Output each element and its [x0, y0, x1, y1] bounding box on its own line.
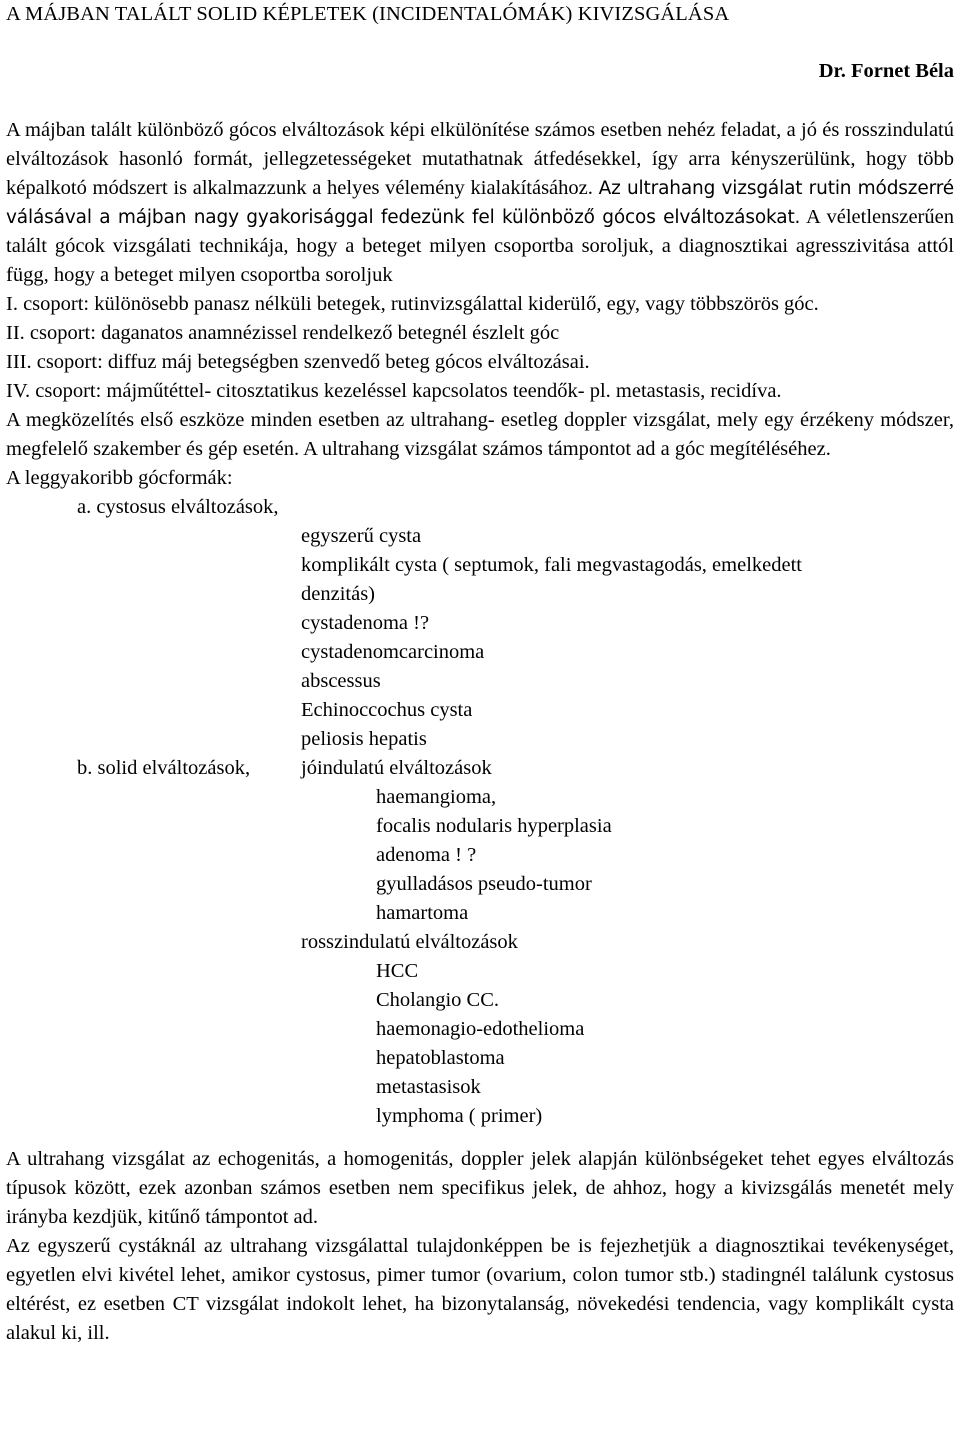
simple-cyst-paragraph: Az egyszerű cystáknál az ultrahang vizsgálattal tulajdonképpen be is fejezhetjük a diagnosztikai tevékenységet, egyetlen elvi kivétel lehet, amikor cystosus, pimer tumor (ovarium, colon tumor stb.) stadingnél találunk cystosus eltérést, ez esetben CT vizsgálat indokolt lehet, ha bizonytalanság, növekedési tendencia, vagy komplikált cysta alakul ki, ill. — [6, 1235, 954, 1344]
list-item: denzitás) — [301, 583, 375, 605]
list-item: peliosis hepatis — [301, 728, 427, 750]
author-name: Dr. Fornet Béla — [818, 60, 954, 82]
list-label-malignant: rosszindulatú elváltozások — [301, 931, 518, 953]
list-item: Echinoccochus cysta — [301, 699, 473, 721]
group-3: III. csoport: diffuz máj betegségben szenvedő beteg gócos elváltozásai. — [6, 351, 590, 373]
list-item: Cholangio CC. — [376, 989, 500, 1011]
list-item: hamartoma — [376, 902, 469, 924]
list-item: cystadenomcarcinoma — [301, 641, 485, 663]
list-item: gyulladásos pseudo-tumor — [376, 873, 592, 895]
list-item: haemonagio-edothelioma — [376, 1018, 585, 1040]
list-item: focalis nodularis hyperplasia — [376, 815, 612, 837]
group-2: II. csoport: daganatos anamnézissel rendelkező betegnél észlelt góc — [6, 322, 560, 344]
intro-continuation: A véletlenszerűen talált gócok vizsgálati technikája, hogy a beteget milyen csoportba soroljuk, a diagnosztikai agresszivitása attól függ, hogy a beteget milyen csoportba soroljuk — [6, 206, 954, 286]
list-label-benign: jóindulatú elváltozások — [301, 757, 492, 779]
list-item: cystadenoma !? — [301, 612, 430, 634]
list-item: HCC — [376, 960, 419, 982]
forms-heading: A leggyakoribb gócformák: — [6, 467, 233, 489]
list-item: komplikált cysta ( septumok, fali megvastagodás, emelkedett — [301, 554, 802, 576]
intro-text: A májban talált különböző gócos elváltozások képi elkülönítése számos esetben nehéz feladat, a jó és rosszindulatú elváltozások hasonló formát, jellegzetességeket mutathatnak átfedésekkel, így arra kényszerülünk, hogy több képalkotó módszert is alkalmazzunk a helyes vélemény kialakításához. — [6, 119, 954, 199]
list-item: hepatoblastoma — [376, 1047, 505, 1069]
list-label-solid: b. solid elváltozások, — [77, 757, 251, 779]
list-item: metastasisok — [376, 1076, 481, 1098]
list-item: abscessus — [301, 670, 381, 692]
lesion-forms-list — [6, 493, 954, 1145]
list-item: lymphoma ( primer) — [376, 1105, 543, 1127]
echogenicity-paragraph: A ultrahang vizsgálat az echogenitás, a homogenitás, doppler jelek alapján különbségeket tehet egyes elváltozás típusok között, ezek azonban számos esetben nem specifikus jelek, de ahhoz, hogy a kivizsgálás menetét mely irányba kezdjük, kitűnő támpontot ad. — [6, 1148, 954, 1228]
list-item: haemangioma, — [376, 786, 497, 808]
ultrasound-sentence: Az ultrahang vizsgálat rutin módszerré válásával a májban nagy gyakorisággal fedezünk fel különböző gócos elváltozásokat. — [6, 178, 955, 228]
group-4: IV. csoport: májműtéttel- citosztatikus kezeléssel kapcsolatos teendők- pl. metastasis, recidíva. — [6, 380, 782, 402]
intro-paragraph — [6, 116, 954, 290]
approach-paragraph: A megközelítés első eszköze minden esetben az ultrahang- esetleg doppler vizsgálat, mely egy érzékeny módszer, megfelelő szakember és gép esetén. A ultrahang vizsgálat számos támpontot ad a góc megítéléséhez. — [6, 409, 954, 460]
group-1: I. csoport: különösebb panasz nélküli betegek, rutinvizsgálattal kiderülő, egy, vagy többszörös góc. — [6, 293, 819, 315]
list-label-cystic: a. cystosus elváltozások, — [77, 496, 279, 518]
document-title: A MÁJBAN TALÁLT SOLID KÉPLETEK (INCIDENTALÓMÁK) KIVIZSGÁLÁSA — [6, 3, 730, 25]
document-body — [6, 116, 954, 1348]
list-item: egyszerű cysta — [301, 525, 422, 547]
list-item: adenoma ! ? — [376, 844, 477, 866]
